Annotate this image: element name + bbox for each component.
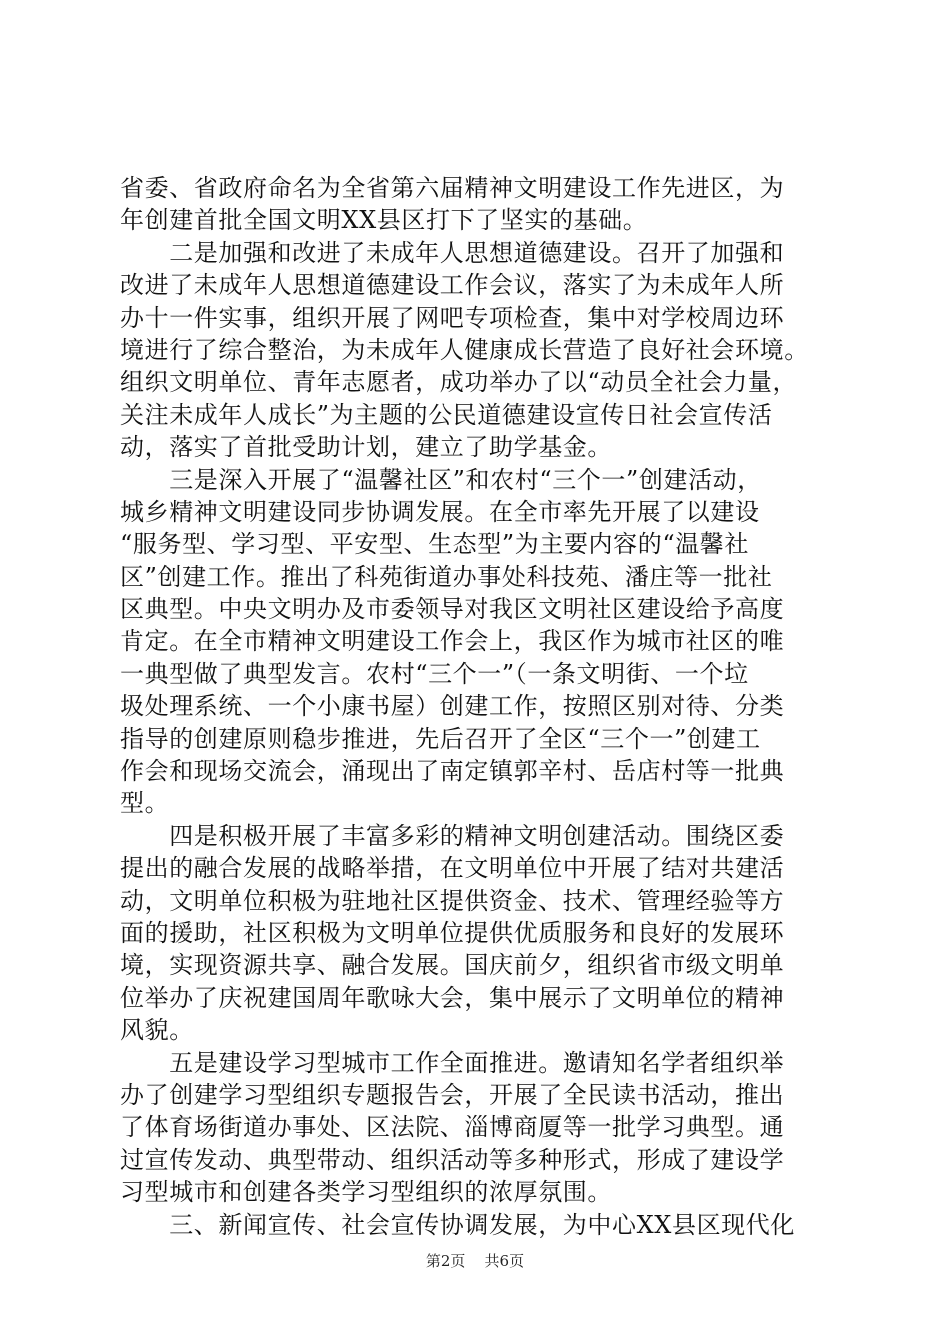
text-line: 五是建设学习型城市工作全面推进。邀请知名学者组织举 (120, 1048, 785, 1077)
page-number-current: 第2页 (425, 1252, 466, 1270)
text-line: 关注未成年人成长”为主题的公民道德建设宣传日社会宣传活 (120, 400, 773, 429)
text-line: 办了创建学习型组织专题报告会，开展了全民读书活动，推出 (120, 1080, 785, 1109)
page-footer (0, 1250, 950, 1271)
document-body (120, 172, 840, 1241)
text-line: 城乡精神文明建设同步协调发展。在全市率先开展了以建设 (120, 497, 760, 526)
text-line: 改进了未成年人思想道德建设工作会议，落实了为未成年人所 (120, 271, 785, 300)
text-line: 位举办了庆祝建国周年歌咏大会，集中展示了文明单位的精神 (120, 983, 785, 1012)
text-line: 境进行了综合整治，为未成年人健康成长营造了良好社会环境。 (120, 335, 809, 364)
text-line: 年创建首批全国文明XX县区打下了坚实的基础。 (120, 206, 648, 235)
text-line: 三、新闻宣传、社会宣传协调发展，为中心XX县区现代化 (120, 1210, 795, 1239)
text-line: 三是深入开展了“温馨社区”和农村“三个一”创建活动， (120, 465, 762, 494)
text-line: 一典型做了典型发言。农村“三个一”（一条文明街、一个垃 (120, 659, 749, 688)
text-line: 境，实现资源共享、融合发展。国庆前夕，组织省市级文明单 (120, 951, 785, 980)
text-line: 风貌。 (120, 1016, 194, 1045)
text-line: 提出的融合发展的战略举措，在文明单位中开展了结对共建活 (120, 854, 785, 883)
text-line: 肯定。在全市精神文明建设工作会上，我区作为城市社区的唯 (120, 627, 785, 656)
text-line: 圾处理系统、一个小康书屋）创建工作，按照区别对待、分类 (120, 692, 785, 721)
text-line: 指导的创建原则稳步推进，先后召开了全区“三个一”创建工 (120, 724, 761, 753)
text-line: 作会和现场交流会，涌现出了南定镇郭辛村、岳店村等一批典 (120, 757, 785, 786)
text-line: 组织文明单位、青年志愿者，成功举办了以“动员全社会力量， (120, 368, 798, 397)
text-line: “服务型、学习型、平安型、生态型”为主要内容的“温馨社 (120, 530, 750, 559)
text-line: 了体育场街道办事处、区法院、淄博商厦等一批学习典型。通 (120, 1113, 785, 1142)
text-line: 习型城市和创建各类学习型组织的浓厚氛围。 (120, 1178, 612, 1207)
text-line: 面的援助，社区积极为文明单位提供优质服务和良好的发展环 (120, 918, 785, 947)
text-line: 动，文明单位积极为驻地社区提供资金、技术、管理经验等方 (120, 886, 785, 915)
text-line: 区典型。中央文明办及市委领导对我区文明社区建设给予高度 (120, 595, 785, 624)
footer-spacer (470, 1252, 480, 1270)
text-line: 型。 (120, 789, 170, 818)
text-line: 动，落实了首批受助计划，建立了助学基金。 (120, 433, 612, 462)
page-number-total: 共6页 (484, 1252, 525, 1270)
text-line: 办十一件实事，组织开展了网吧专项检查，集中对学校周边环 (120, 303, 785, 332)
text-line: 四是积极开展了丰富多彩的精神文明创建活动。围绕区委 (120, 821, 785, 850)
text-line: 省委、省政府命名为全省第六届精神文明建设工作先进区，为 (120, 174, 785, 202)
text-line: 过宣传发动、典型带动、组织活动等多种形式，形成了建设学 (120, 1145, 785, 1174)
text-line: 区”创建工作。推出了科苑街道办事处科技苑、潘庄等一批社 (120, 562, 773, 591)
text-line: 二是加强和改进了未成年人思想道德建设。召开了加强和 (120, 238, 785, 267)
